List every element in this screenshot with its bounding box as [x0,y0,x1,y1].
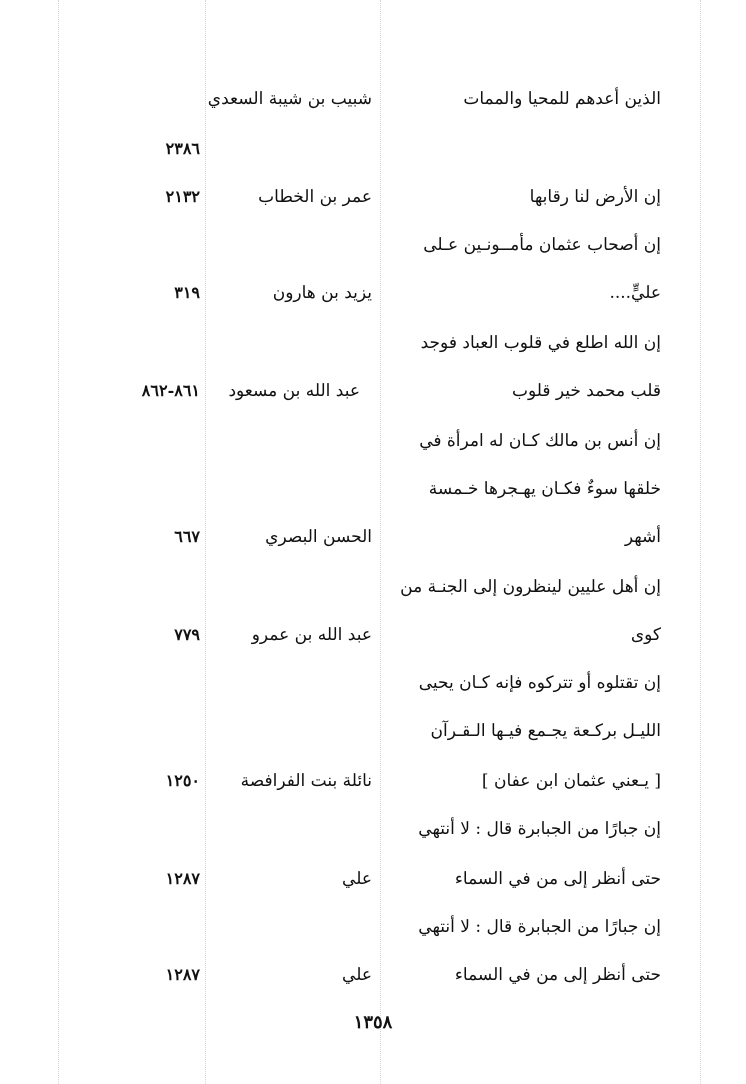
hadith-text: إن أهل عليين لينظرون إلى الجنـة من [400,577,661,597]
index-row [0,82,746,116]
index-row [0,618,746,652]
narrator-name: علي [342,965,372,985]
index-row [0,910,746,944]
reference-number: ١٢٥٠ [165,771,200,790]
hadith-text: الليـل بركـعة يجـمع فيـها الـقـرآن [430,721,661,741]
reference-number: ٨٦١-٨٦٢ [141,381,200,400]
reference-number: ٢١٣٢ [165,187,200,206]
hadith-text: إن الأرض لنا رقابها [529,187,661,207]
index-row [0,180,746,214]
narrator-name: عمر بن الخطاب [258,187,372,207]
narrator-name: نائلة بنت الفرافصة [240,771,372,791]
narrator-name: يزيد بن هارون [272,283,372,303]
index-row [0,132,746,166]
hadith-text: إن أصحاب عثمان مأمــونـين عـلى [423,235,661,255]
index-row [0,472,746,506]
hadith-text: الذين أعدهم للمحيا والممات [463,89,661,109]
narrator-name: علي [342,869,372,889]
index-row [0,714,746,748]
hadith-text: قلب محمد خير قلوب [511,381,661,401]
reference-number: ٦٦٧ [174,527,200,546]
reference-number: ١٢٨٧ [165,965,200,984]
index-row [0,812,746,846]
hadith-text: حتى أنظر إلى من في السماء [454,869,661,889]
index-row [0,374,746,408]
reference-number: ١٢٨٧ [165,869,200,888]
hadith-text: عليٍّ.... [609,283,661,303]
reference-number: ٧٧٩ [174,625,200,644]
index-row [0,570,746,604]
hadith-text: خلقها سوءٌ فكـان يهـجرها خـمسة [428,479,661,499]
hadith-text: كوى [630,625,661,645]
index-row [0,326,746,360]
hadith-text: إن أنس بن مالك كـان له امرأة في [419,431,661,451]
reference-number: ٢٣٨٦ [165,139,200,158]
page-number: ١٣٥٨ [353,1012,393,1033]
narrator-name: شبيب بن شيبة السعدي [207,89,372,109]
hadith-text: حتى أنظر إلى من في السماء [454,965,661,985]
narrator-name: عبد الله بن عمرو [251,625,372,645]
index-row [0,862,746,896]
hadith-text: [ يـعني عثمان ابن عفان ] [481,771,661,791]
index-row [0,764,746,798]
index-row [0,958,746,992]
hadith-text: إن جبارًا من الجبابرة قال : لا أنتهي [418,917,661,937]
narrator-name: عبد الله بن مسعود [228,381,360,401]
index-row [0,228,746,262]
hadith-text: إن تقتلوه أو تتركوه فإنه كـان يحيى [418,673,661,693]
hadith-text: إن الله اطلع في قلوب العباد فوجد [420,333,661,353]
index-row [0,666,746,700]
index-row [0,520,746,554]
index-row [0,424,746,458]
narrator-name: الحسن البصري [265,527,372,547]
hadith-text: إن جبارًا من الجبابرة قال : لا أنتهي [418,819,661,839]
hadith-text: أشهر [624,527,661,547]
index-row [0,276,746,310]
reference-number: ٣١٩ [174,283,200,302]
